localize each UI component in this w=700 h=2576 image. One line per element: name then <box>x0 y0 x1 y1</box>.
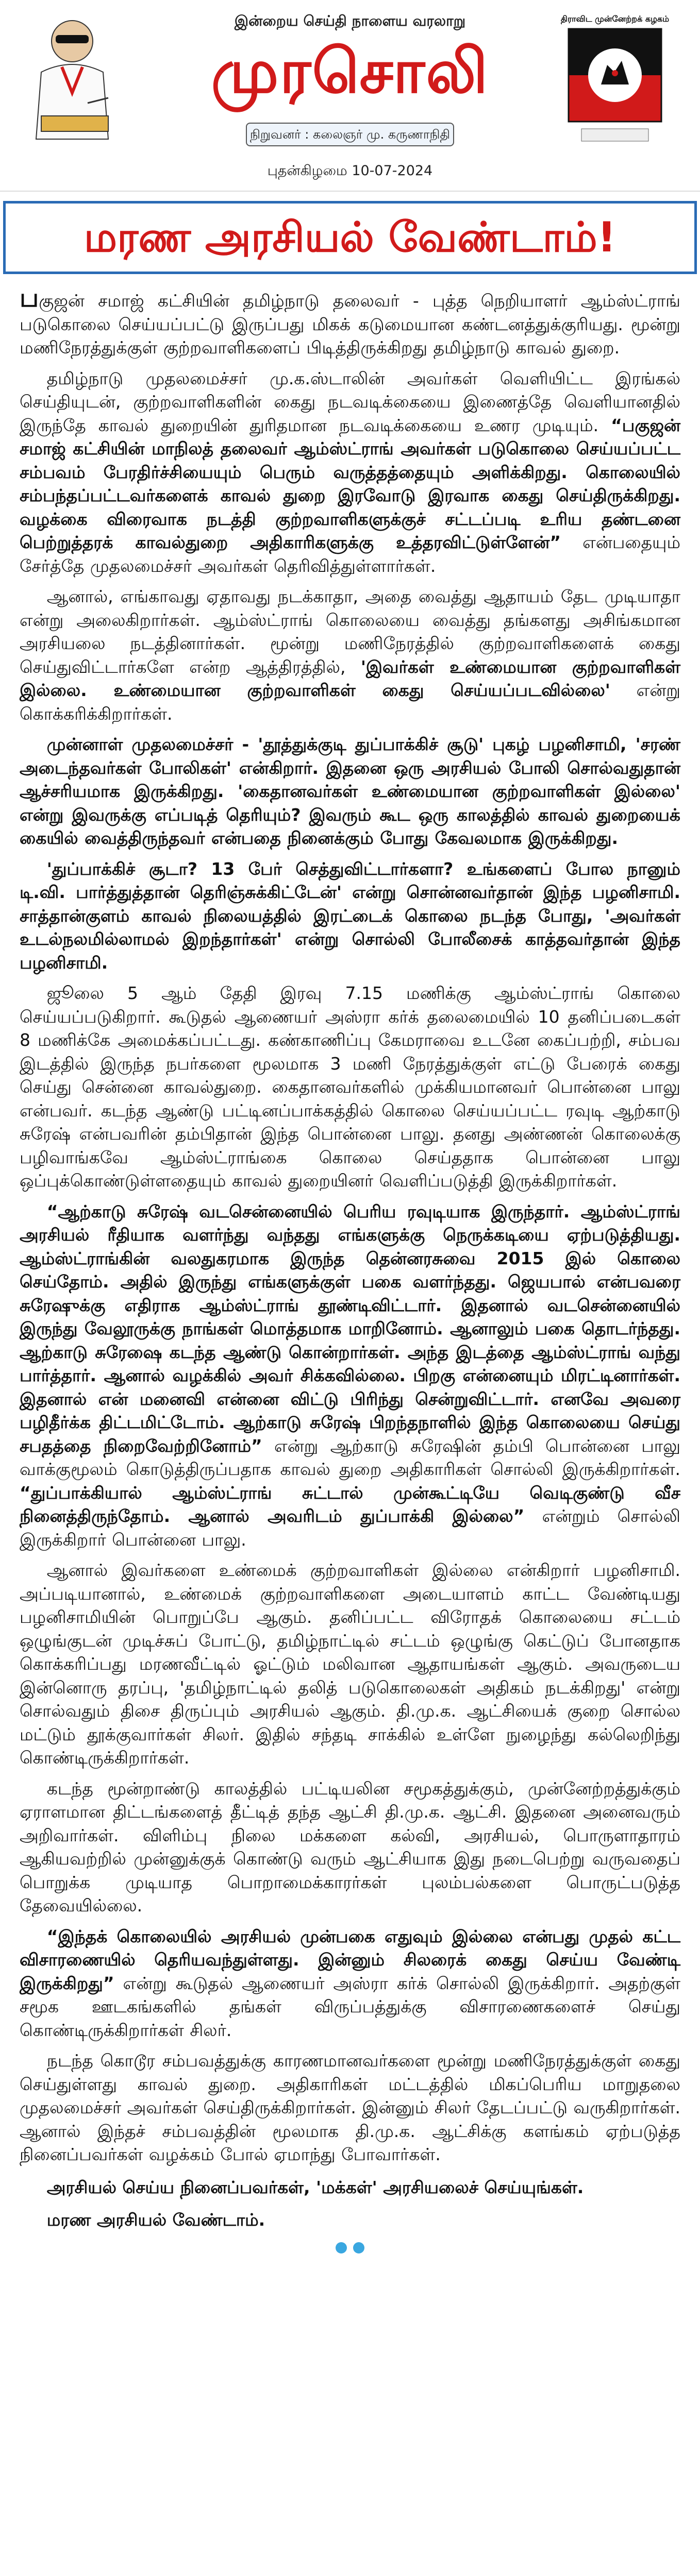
bold-quote: 'இவர்கள் உண்மையான குற்றவாளிகள் இல்லை. உண்மையான குற்றவாளிகள் கைது செய்யப்படவில்லை' <box>20 656 680 700</box>
paragraph-text: நடந்த கொடூர சம்பவத்துக்கு காரணமானவர்களை மூன்று மணிநேரத்துக்குள் கைது செய்துள்ளது காவல் துறை. அதிகாரிகள் மட்டத்தில் மிகப்பெரிய மாறுதலை முதலமைச்சர் அவர்கள் செய்திருக்கிறார்கள். இன்னும் சிலர் தேடப்பட்டு வருகிறார்கள். ஆனால் இந்தச் சம்பவத்தின் மூலமாக தி.மு.க. ஆட்சிக்கு களங்கம் ஏற்படுத்த நினைப்பவர்கள் வழக்கம் போல் ஏமாந்து போவார்கள். <box>20 2050 680 2164</box>
paragraph-text: கடந்த மூன்றாண்டு காலத்தில் பட்டியலின சமூகத்துக்கும், முன்னேற்றத்துக்கும் ஏராளமான திட்டங்களைத் தீட்டித் தந்த ஆட்சி தி.மு.க. ஆட்சி. இதனை அனைவரும் அறிவார்கள். விளிம்பு நிலை மக்களை கல்வி, அரசியல், பொருளாதாரம் ஆகியவற்றில் முன்னுக்குக் கொண்டு வரும் ஆட்சியாக இது நடைபெற்று வருவதைப் பொறுக்க முடியாத பொறாமைக்காரர்கள் புலம்பல்களை பொருட்படுத்த தேவையில்லை. <box>20 1778 680 1916</box>
paragraph-text: குஜன் சமாஜ் கட்சியின் தமிழ்நாடு தலைவர் - புத்த நெறியாளர் ஆம்ஸ்ட்ராங் படுகொலை செய்யப்பட்டு இருப்பது மிகக் கடுமையான கண்டனத்துக்குரியது. மூன்று மணிநேரத்துக்குள் குற்றவாளிகளைப் பிடித்திருக்கிறது தமிழ்நாடு காவல் துறை. <box>20 291 680 358</box>
closing-line: அரசியல் செய்ய நினைப்பவர்கள், 'மக்கள்' அரசியலைச் செய்யுங்கள். <box>46 2177 584 2197</box>
article-paragraph <box>20 733 680 850</box>
article-paragraph <box>20 981 680 1193</box>
drop-cap: ப <box>20 283 39 313</box>
emblem-caption: திராவிட முன்னேற்றக் கழகம் <box>560 14 670 24</box>
end-dot-icon <box>336 2242 347 2253</box>
article-paragraph <box>20 1200 680 1552</box>
article-body <box>0 274 700 2256</box>
party-emblem-icon <box>551 7 679 162</box>
bold-quote: 'துப்பாக்கிச் சூடா? 13 பேர் செத்துவிட்டார்களா? உங்களைப் போல நானும் டி.வி. பார்த்துத்தான் தெரிஞ்சுக்கிட்டேன்' என்று சொன்னவர்தான் இந்த பழனிசாமி. சாத்தான்குளம் காவல் நிலையத்தில் இரட்டைக் கொலை நடந்த போது, 'அவர்கள் உடல்நலமில்லாமல் இறந்தார்கள்' என்று சொல்லி போலீசைக் காத்தவர்தான் இந்த பழனிசாமி. <box>20 858 680 973</box>
paragraph-text: ஜூலை 5 ஆம் தேதி இரவு 7.15 மணிக்கு ஆம்ஸ்ட்ராங் கொலை செய்யப்படுகிறார். கூடுதல் ஆணையர் அஸ்ரா கர்க் தலைமையில் 10 தனிப்படைகள் 8 மணிக்கே அமைக்கப்பட்டது. கண்காணிப்பு கேமராவை உடனே கைப்பற்றி, சம்பவ இடத்தில் இருந்த நபர்களை மூலமாக 3 மணி நேரத்துக்குள் எட்டு பேரைக் கைது செய்து சென்னை காவல்துறை. கைதானவர்களில் முக்கியமானவர் பொன்னை பாலு என்பவர். கடந்த ஆண்டு பட்டினப்பாக்கத்தில் கொலை செய்யப்பட்ட ரவுடி ஆற்காடு சுரேஷ் என்பவரின் தம்பிதான் இந்த பொன்னை பாலு. தனது அண்ணன் கொலைக்கு பழிவாங்கவே ஆம்ஸ்ட்ராங்கை கொலை செய்ததாக பொன்னை பாலு ஒப்புக்கொண்டுள்ளதையும் காவல் துறையினர் வெளிப்படுத்தி இருக்கிறார்கள். <box>20 983 680 1191</box>
headline: மரண அரசியல் வேண்டாம்! <box>84 213 616 261</box>
bold-quote: முன்னாள் முதலமைச்சர் - 'தூத்துக்குடி துப்பாக்கிச் சூடு' புகழ் பழனிசாமி, 'சரண் அடைந்தவர்கள் போலிகள்' என்கிறார். இதனை ஒரு அரசியல் போலி சொல்வதுதான் ஆச்சரியமாக இருக்கிறது. 'கைதானவர்கள் உண்மையான குற்றவாளிகள் இல்லை' என்று இவருக்கு எப்படித் தெரியும்? இவரும் கூட ஒரு காலத்தில் காவல் துறையைக் கையில் வைத்திருந்தவர் என்பதை நினைக்கும் போது கேவலமாக இருக்கிறது. <box>20 734 680 848</box>
article-paragraph <box>20 1925 680 2042</box>
article-paragraph <box>20 1558 680 1770</box>
article-paragraph <box>20 283 680 360</box>
article-paragraph <box>20 367 680 578</box>
newspaper-logo: முரசொலி <box>211 36 489 107</box>
paragraph-text: ஆனால், எங்காவது ஏதாவது நடக்காதா, அதை வைத்து ஆதாயம் தேட முடியாதா என்று அலைகிறார்கள். ஆம்ஸ்ட்ராங் கொலையை வைத்து தங்களது அசிங்கமான அரசியலை நடத்தினார்கள். மூன்று மணிநேரத்தில் குற்றவாளிகளைக் கைது செய்துவிட்டார்களே என்ற ஆத்திரத்தில், <box>20 586 680 677</box>
article-paragraph <box>20 857 680 975</box>
article-paragraph <box>20 1777 680 1918</box>
paragraph-text: தமிழ்நாடு முதலமைச்சர் மு.க.ஸ்டாலின் அவர்கள் வெளியிட்ட இரங்கல் செய்தியுடன், குற்றவாளிகளின் கைது நடவடிக்கையை இணைத்தே வெளியானதில் இருந்தே காவல் துறையின் துரிதமான நடவடிக்கையை உணர முடியும். <box>20 368 680 435</box>
founder-label: நிறுவனர் : கலைஞர் மு. கருணாநிதி <box>246 123 454 146</box>
paragraph-text: என்று கொக்கரிக்கிறார்கள். <box>20 680 680 724</box>
end-of-article-mark <box>20 2242 680 2256</box>
paragraph-text: என்பதையும் சேர்த்தே முதலமைச்சர் அவர்கள் தெரிவித்துள்ளார்கள். <box>20 532 680 576</box>
bold-quote: “பகுஜன் சமாஜ் கட்சியின் மாநிலத் தலைவர் ஆம்ஸ்ட்ராங் அவர்கள் படுகொலை செய்யப்பட்ட சம்பவம் பேரதிர்ச்சியையும் பெரும் வருத்தத்தையும் அளிக்கிறது. கொலையில் சம்பந்தப்பட்டவர்களைக் காவல் துறை இரவோடு இரவாக கைது செய்திருக்கிறது. வழக்கை விரைவாக நடத்தி குற்றவாளிகளுக்குச் சட்டப்படி உரிய தண்டனை பெற்றுத்தரக் காவல்துறை அதிகாரிகளுக்கு உத்தரவிட்டுள்ளேன்” <box>20 415 680 552</box>
masthead <box>0 0 700 192</box>
article-paragraph <box>20 585 680 725</box>
bold-quote: “துப்பாக்கியால் ஆம்ஸ்ட்ராங் சுட்டால் முன்கூட்டியே வெடிகுண்டு வீச நினைத்திருந்தோம். ஆனால் அவரிடம் துப்பாக்கி இல்லை” <box>20 1482 680 1526</box>
paragraph-text: என்று ஆற்காடு சுரேஷின் தம்பி பொன்னை பாலு வாக்குமூலம் கொடுத்திருப்பதாக காவல் துறை அதிகாரிகள் சொல்லி இருக்கிறார்கள். <box>20 1435 681 1479</box>
masthead-tagline: இன்றைய செய்தி நாளைய வரலாறு <box>234 12 466 29</box>
paragraph-text: என்றும் சொல்லி இருக்கிறார் பொன்னை பாலு. <box>20 1506 681 1550</box>
paragraph-text: என்று கூடுதல் ஆணையர் அஸ்ரா கர்க் சொல்லி இருக்கிறார். அதற்குள் சமூக ஊடகங்களில் தங்கள் விருப்பத்துக்கு விசாரணைகளைச் செய்து கொண்டிருக்கிறார்கள் சிலர். <box>20 1973 680 2040</box>
paragraph-text: ஆனால் இவர்களை உண்மைக் குற்றவாளிகள் இல்லை என்கிறார் பழனிசாமி. அப்படியானால், உண்மைக் குற்றவாளிகளை அடையாளம் காட்ட வேண்டியது பழனிசாமியின் பொறுப்பே ஆகும். தனிப்பட்ட விரோதக் கொலையை சட்டம் ஒழுங்குடன் முடிச்சுப் போட்டு, தமிழ்நாட்டில் சட்டம் ஒழுங்கு கெட்டுப் போனதாக கொக்கரிப்பது மரணவீட்டில் ஓட்டும் மலிவான ஆதாயங்கள் ஆகும். அவருடைய இன்னொரு தரப்பு, 'தமிழ்நாட்டில் தலித் படுகொலைகள் அதிகம் நடக்கிறது' என்று சொல்வதும் திசை திருப்பும் அரசியல் ஆகும். தி.மு.க. ஆட்சியைக் குறை சொல்ல மட்டும் தூக்குவார்கள் சிலர். இதில் சந்தடி சாக்கில் உள்ளே நுழைந்து கல்லெறிந்து கொண்டிருக்கிறார்கள். <box>20 1560 680 1768</box>
article-paragraph <box>20 2049 680 2166</box>
closing-line: மரண அரசியல் வேண்டாம். <box>46 2210 265 2230</box>
end-dot-icon <box>353 2242 364 2253</box>
headline-box <box>3 201 697 274</box>
bold-quote: “இந்தக் கொலையில் அரசியல் முன்பகை எதுவும் இல்லை என்பது முதல் கட்ட விசாரணையில் தெரியவந்துள்ளது. இன்னும் சிலரைக் கைது செய்ய வேண்டி இருக்கிறது” <box>20 1926 680 1993</box>
bold-quote: “ஆற்காடு சுரேஷ் வடசென்னையில் பெரிய ரவுடியாக இருந்தார். ஆம்ஸ்ட்ராங் அரசியல் ரீதியாக வளர்ந்து வந்தது எங்களுக்கு நெருக்கடியை ஏற்படுத்தியது. ஆம்ஸ்ட்ராங்கின் வலதுகரமாக இருந்த தென்னரசுவை 2015 இல் கொலை செய்தோம். அதில் இருந்து எங்களுக்குள் பகை வளர்ந்தது. ஜெயபால் என்பவரை சுரேஷுக்கு எதிராக ஆம்ஸ்ட்ராங் தூண்டிவிட்டார். இதனால் வடசென்னையில் இருந்து வேலூருக்கு நாங்கள் மொத்தமாக மாறினோம். ஆனாலும் பகை தொடர்ந்தது. ஆற்காடு சுரேஷை கடந்த ஆண்டு கொன்றார்கள். அந்த இடத்தை ஆம்ஸ்ட்ராங் வந்து பார்த்தார். ஆனால் வழக்கில் அவர் சிக்கவில்லை. பிறகு என்னையும் மிரட்டினார்கள். இதனால் என் மனைவி என்னை விட்டு பிரிந்து சென்றுவிட்டார். எனவே அவரை பழிதீர்க்க திட்டமிட்டோம். ஆற்காடு சுரேஷ் பிறந்தநாளில் இந்த கொலையை செய்து சபதத்தை நிறைவேற்றினோம்” <box>20 1201 680 1456</box>
publication-date: புதன்கிழமை 10-07-2024 <box>267 163 433 179</box>
